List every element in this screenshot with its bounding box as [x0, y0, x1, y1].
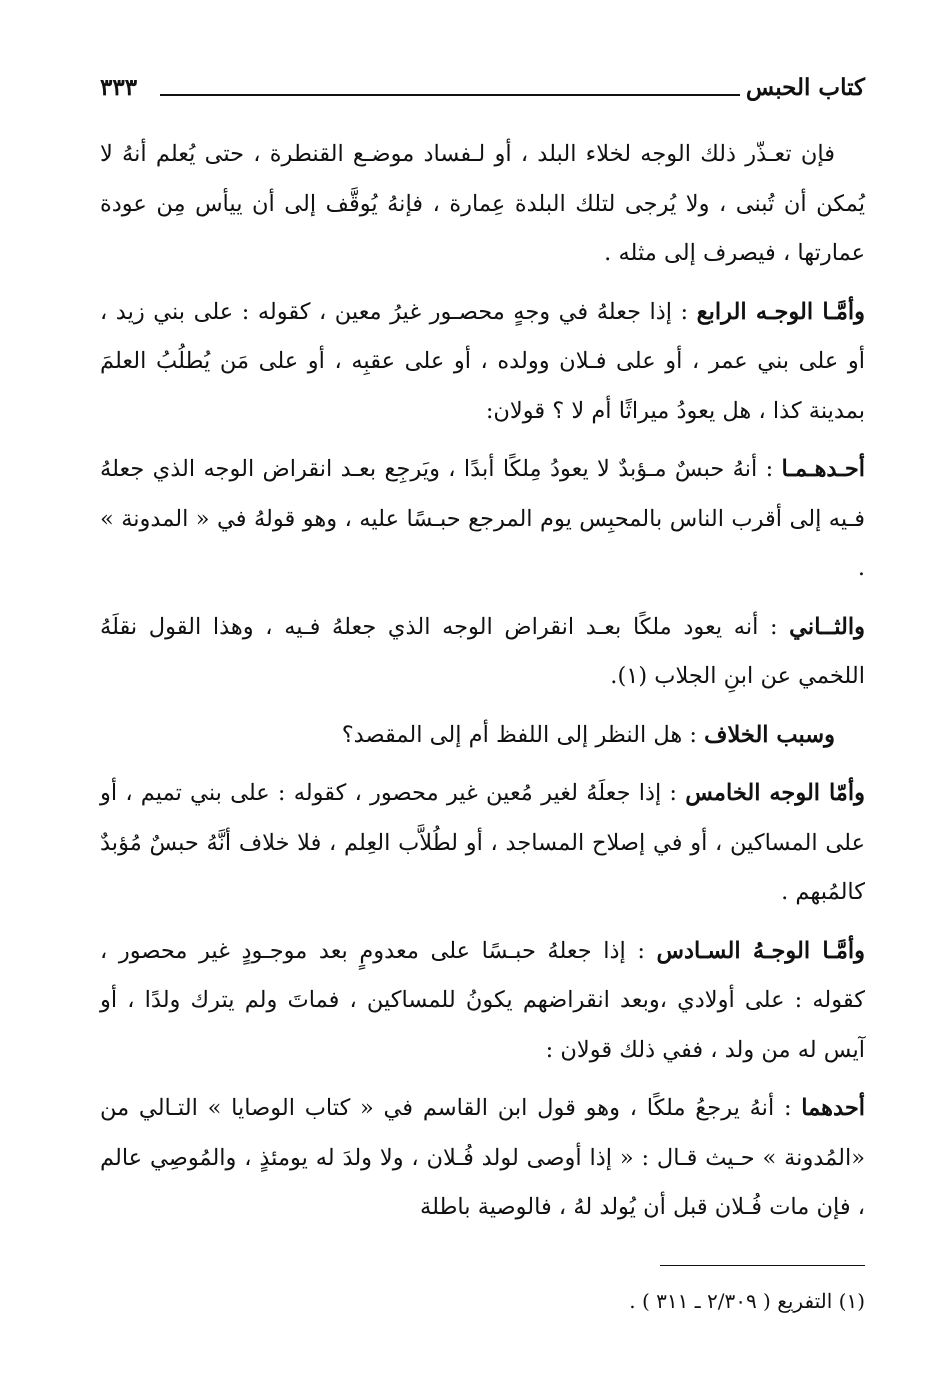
paragraph-lead: والثــاني — [789, 613, 865, 640]
paragraph-text: : هل النظر إلى اللفظ أم إلى المقصد؟ — [341, 721, 705, 748]
footnote-separator — [660, 1265, 865, 1266]
body-text — [100, 130, 865, 1242]
paragraph-text: : إذا جعلهُ في وجهٍ محصـور غيرُ معين ، كقوله : على بني زيد ، أو على بني عمر ، أو على فـلان وولده ، أو على عقبِه ، أو على مَن يُطلُبُ العلمَ بمدينة كذا ، هل يعودُ ميراثًا أم لا ؟ قولان: — [100, 298, 865, 424]
paragraph-text: فإن تعـذّر ذلك الوجه لخلاء البلد ، أو لـفساد موضـع القنطرة ، حتى يُعلم أنهُ لا يُمكن أن تُبنى ، ولا يُرجى لتلك البلدة عِمارة ، فإنهُ يُوقَّف إلى أن ييأس مِن عودة عمارتها ، فيصرف إلى مثله . — [100, 141, 865, 266]
paragraph-3 — [100, 445, 865, 594]
paragraph-2 — [100, 288, 865, 437]
paragraph-1 — [100, 130, 865, 279]
paragraph-6 — [100, 769, 865, 918]
paragraph-lead: وأمَّـا الوجـهُ السـادس — [656, 937, 866, 964]
paragraph-lead: أحدهما — [801, 1095, 865, 1121]
paragraph-lead: أحـدهـمـا — [781, 456, 865, 482]
paragraph-7 — [100, 927, 865, 1076]
paragraph-5 — [100, 711, 865, 761]
running-header — [100, 70, 865, 110]
paragraph-8 — [100, 1084, 865, 1233]
paragraph-lead: وأمَّـا الوجـه الرابع — [696, 298, 865, 325]
paragraph-text: : إذا جعلَهُ لغير مُعين غير محصور ، كقوله : على بني تميم ، أو على المساكين ، أو في إصلاح المساجد ، أو لطُلاَّب العِلم ، فلا خلاف أنَّهُ حبسٌ مُؤبدٌ كالمُبهم . — [100, 780, 865, 905]
page-number: ٣٣٣ — [100, 74, 138, 101]
footnote: (١) التفريع ( ٢/٣٠٩ ـ ٣١١ ) . — [629, 1289, 865, 1313]
paragraph-lead: وأمّا الوجه الخامس — [685, 780, 865, 806]
paragraph-text: : أنه يعود ملكًا بعـد انقراض الوجه الذي جعلهُ فـيه ، وهذا القول نقلَهُ اللخمي عن ابنِ الجلاب (١). — [100, 613, 865, 689]
paragraph-text: : إذا جعلهُ حبـسًا على معدومٍ بعد موجـودٍ غير محصور ، كقوله : على أولادي ،وبعد انقراضهم يكونُ للمساكين ، فماتَ ولم يترك ولدًا ، أو آيس له من ولد ، ففي ذلك قولان : — [100, 937, 865, 1063]
paragraph-text: : أنهُ حبسٌ مـؤبدٌ لا يعودُ مِلكًا أبدًا ، ويَرجِع بعـد انقراض الوجه الذي جعلهُ فـيه إلى أقرب الناس بالمحبِس يوم المرجع حبـسًا عليه ، وهو قولهُ في « المدونة » . — [100, 456, 865, 581]
paragraph-lead: وسبب الخلاف — [704, 721, 835, 748]
paragraph-4 — [100, 603, 865, 702]
header-title: كتاب الحبس — [745, 74, 865, 101]
header-rule — [160, 94, 740, 96]
paragraph-text: : أنهُ يرجعُ ملكًا ، وهو قول ابن القاسم في « كتاب الوصايا » التـالي من «المُدونة » حـيث قـال : « إذا أوصى لولد فُـلان ، ولا ولدَ له يومئذٍ ، والمُوصِي عالم ، فإن مات فُـلان قبل أن يُولد لهُ ، فالوصية باطلة — [100, 1095, 865, 1220]
